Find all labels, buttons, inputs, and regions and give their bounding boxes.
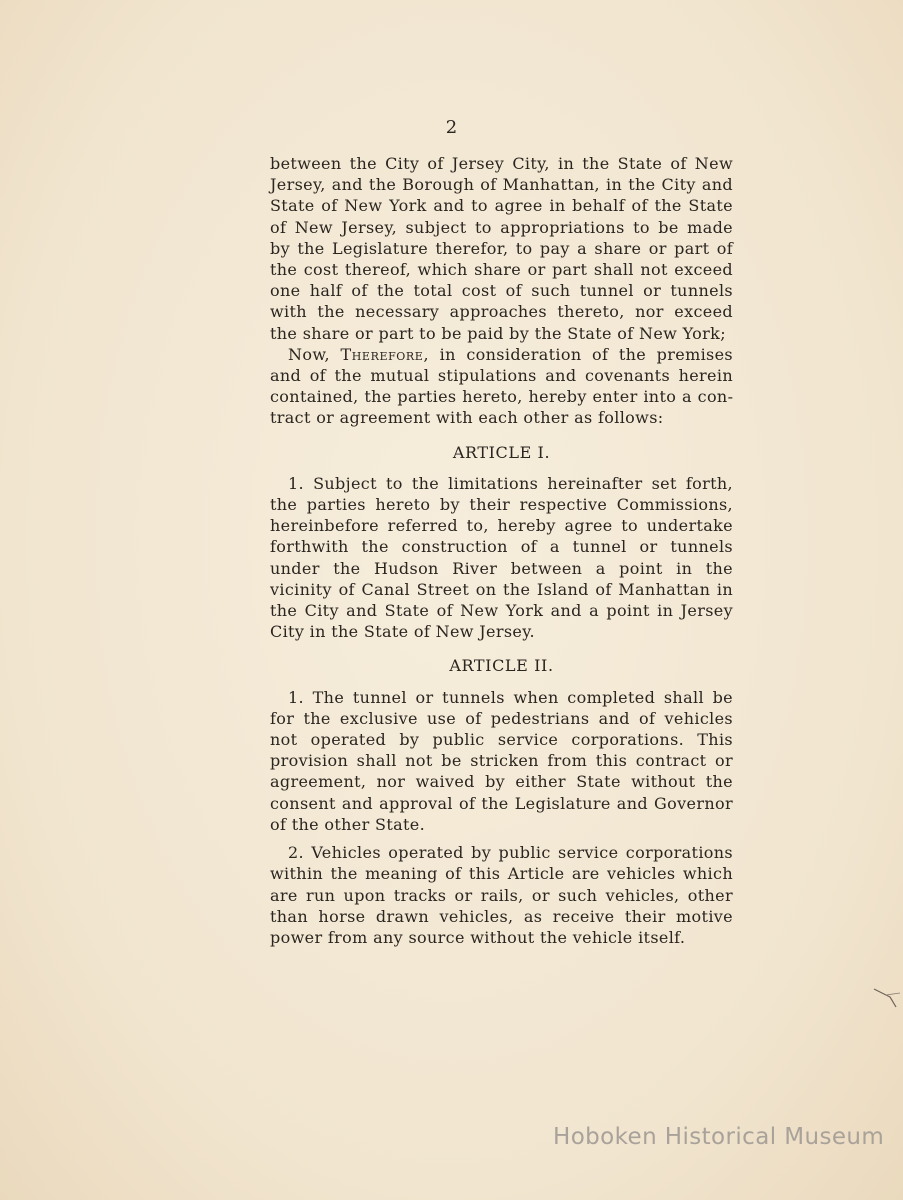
page-crease-mark — [872, 985, 903, 1015]
paragraph-now-therefore — [270, 344, 733, 429]
therefore-smallcaps: Therefore, — [340, 344, 430, 364]
article-1-section-1: 1. Subject to the limitations hereinafter set forth, the parties hereto by their respective Commissions, hereinbefore referred to, hereby agree to undertake forthwith the construction of a tunnel or tunnels under the Hudson River between a point in the vicinity of Canal Street on the Island of Manhattan in the City and State of New York and a point in Jersey City in the State of New Jersey. — [270, 473, 733, 642]
article-2-section-1: 1. The tunnel or tunnels when completed shall be for the exclusive use of pedestrians and of vehicles not operated by public service corporations. This provision shall not be stricken from this contract or agreement, nor waived by either State without the consent and approval of the Legislature and Governor of the other State. — [270, 687, 733, 834]
now-lead: Now, — [288, 344, 341, 364]
now-therefore-rest: in consideration of the premises and of the mutual stipulations and covenants herein contained, the parties hereto, hereby enter into a contract or agreement with each other as follows: — [270, 344, 733, 428]
page-number: 2 — [445, 117, 458, 138]
article-1-heading: ARTICLE I. — [452, 442, 551, 462]
paragraph-preamble: between the City of Jersey City, in the State of New Jersey, and the Borough of Manhattan, in the City and State of New York and to agree in behalf of the State of New Jersey, subject to appropriations to be made by the Legislature therefor, to pay a share or part of the cost thereof, which share or part shall not exceed one half of the total cost of such tunnel or tunnels with the necessary approaches thereto, nor exceed the share or part to be paid by the State of New York; — [270, 154, 733, 343]
article-2-heading: ARTICLE II. — [449, 656, 554, 676]
paragraph-gap — [270, 835, 733, 842]
museum-watermark: Hoboken Historical Museum — [553, 1124, 885, 1150]
article-2-section-2: 2. Vehicles operated by public service corporations within the meaning of this Article are vehicles which are run upon tracks or rails, or such vehicles, other than horse drawn vehicles, as receive their motive power from any source without the vehicle itself. — [270, 843, 733, 947]
body-text — [270, 153, 733, 948]
